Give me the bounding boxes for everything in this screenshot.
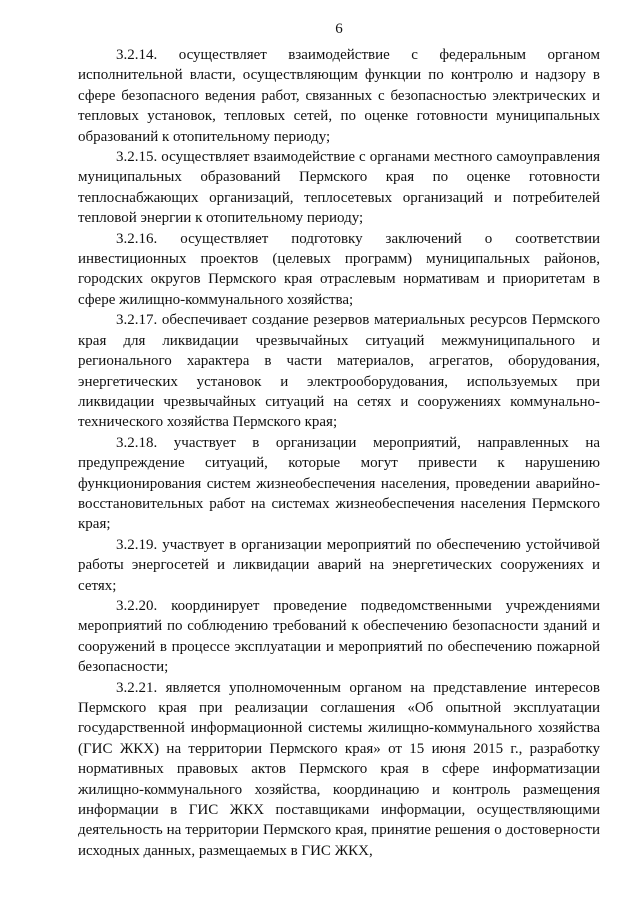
paragraph-3-2-17: 3.2.17. обеспечивает создание резервов материальных ресурсов Пермского края для ликвидации чрезвычайных ситуаций межмуниципального и регионального характера в части материалов, агрегатов, оборудования, энергетических установок и электрооборудования, используемых при ликвидации чрезвычайных ситуаций на сетях и сооружениях коммунально-технического хозяйства Пермского края; [78, 312, 600, 431]
paragraph-3-2-15: 3.2.15. осуществляет взаимодействие с органами местного самоуправления муниципальных образований Пермского края по оценке готовности теплоснабжающих организаций, теплосетевых организаций и потребителей тепловой энергии к отопительному периоду; [78, 149, 600, 227]
paragraph-3-2-19: 3.2.19. участвует в организации мероприятий по обеспечению устойчивой работы энергосетей и ликвидации аварий на энергетических сооружениях и сетях; [78, 536, 600, 594]
paragraph-3-2-16: 3.2.16. осуществляет подготовку заключений о соответствии инвестиционных проектов (целевых программ) муниципальных районов, городских округов Пермского края отраслевым нормативам и приоритетам в сфере жилищно-коммунального хозяйства; [78, 230, 600, 308]
paragraph-3-2-18: 3.2.18. участвует в организации мероприятий, направленных на предупреждение ситуаций, которые могут привести к нарушению функционирования систем жизнеобеспечения населения, проведении аварийно-восстановительных работ на системах жизнеобеспечения населения Пермского края; [78, 434, 600, 533]
page-number: 6 [335, 21, 343, 37]
paragraph-3-2-14: 3.2.14. осуществляет взаимодействие с федеральным органом исполнительной власти, осуществляющим функции по контролю и надзору в сфере безопасного ведения работ, связанных с безопасностью электрических и тепловых установок, тепловых сетей, по оценке готовности муниципальных образований к отопительному периоду; [78, 47, 600, 145]
paragraph-3-2-21: 3.2.21. является уполномоченным органом на представление интересов Пермского края при реализации соглашения «Об опытной эксплуатации государственной информационной системы жилищно-коммунального хозяйства (ГИС ЖКХ) на территории Пермского края» от 15 июня 2015 г., разработку нормативных правовых актов Пермского края в сфере информатизации жилищно-коммунального хозяйства, координацию и контроль размещения информации в ГИС ЖКХ поставщиками информации, осуществляющими деятельность на территории Пермского края, принятие решения о достоверности исходных данных, размещаемых в ГИС ЖКХ, [78, 679, 600, 859]
paragraph-3-2-20: 3.2.20. координирует проведение подведомственными учреждениями мероприятий по соблюдению требований к обеспечению безопасности зданий и сооружений в процессе эксплуатации и мероприятий по обеспечению пожарной безопасности; [78, 597, 600, 676]
